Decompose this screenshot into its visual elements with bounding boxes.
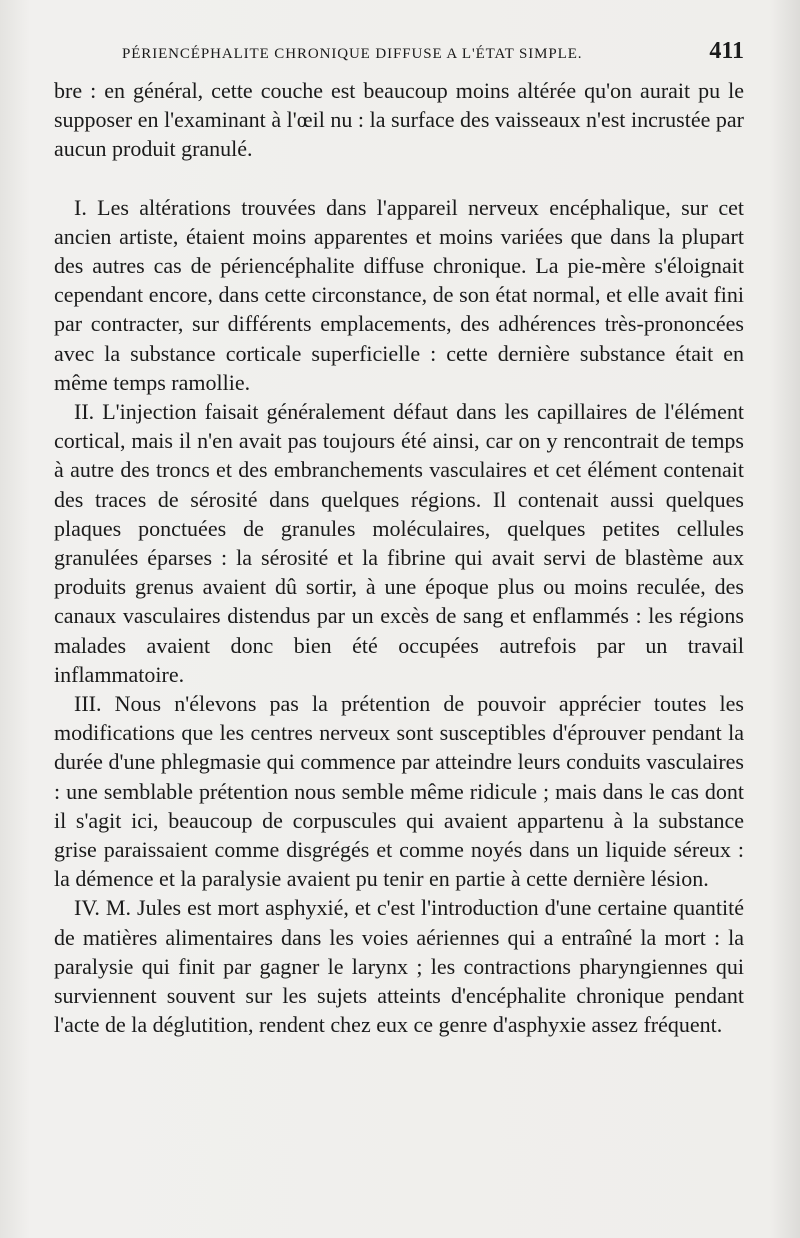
body-text: [54, 76, 744, 1040]
paragraph-section-ii: II. L'injection faisait généralement défaut dans les capillaires de l'élément cortical, mais il n'en avait pas toujours été ainsi, car on y rencontrait de temps à autre des troncs et des embranchements vasculaires et cet élément contenait des traces de sérosité dans quelques régions. Il contenait aussi quelques plaques ponctuées de granules moléculaires, quelques petites cellules granulées éparses : la sérosité et la fibrine qui avait servi de blastème aux produits grenus avaient dû sortir, à une époque plus ou moins reculée, des canaux vasculaires distendus par un excès de sang et enflammés : les régions malades avaient donc bien été occupées autrefois par un travail inflammatoire.: [54, 399, 744, 687]
paragraph-continuation: bre : en général, cette couche est beaucoup moins altérée qu'on aurait pu le supposer en l'examinant à l'œil nu : la surface des vaisseaux n'est incrustée par aucun produit granulé.: [54, 78, 744, 162]
running-head-title: PÉRIENCÉPHALITE CHRONIQUE DIFFUSE A L'ÉTAT SIMPLE.: [122, 46, 583, 62]
paragraph-section-i: I. Les altérations trouvées dans l'appareil nerveux encéphalique, sur cet ancien artiste, étaient moins apparentes et moins variées que dans la plupart des autres cas de périencéphalite diffuse chronique. La pie-mère s'éloignait cependant encore, dans cette circonstance, de son état normal, et elle avait fini par contracter, sur différents emplacements, des adhérences très-prononcées avec la substance corticale superficielle : cette dernière substance était en même temps ramollie.: [54, 194, 744, 395]
paragraph-section-iii: III. Nous n'élevons pas la prétention de pouvoir apprécier toutes les modifications que les centres nerveux sont susceptibles d'éprouver pendant la durée d'une phlegmasie qui commence par atteindre leurs conduits vasculaires : une semblable prétention nous semble même ridicule ; mais dans le cas dont il s'agit ici, beaucoup de corpuscules qui avaient appartenu à la substance grise paraissaient comme disgrégés et comme noyés dans un liquide séreux : la démence et la paralysie avaient pu tenir en partie à cette dernière lésion.: [54, 691, 744, 892]
running-head: [54, 38, 744, 65]
page-number: 411: [709, 38, 744, 64]
paragraph-section-iv: IV. M. Jules est mort asphyxié, et c'est l'introduction d'une certaine quantité de matières alimentaires dans les voies aériennes qui a entraîné la mort : la paralysie qui finit par gagner le larynx ; les contractions pharyngiennes qui surviennent souvent sur les sujets atteints d'encéphalite chronique pendant l'acte de la déglutition, rendent chez eux ce genre d'asphyxie assez fréquent.: [54, 895, 744, 1038]
